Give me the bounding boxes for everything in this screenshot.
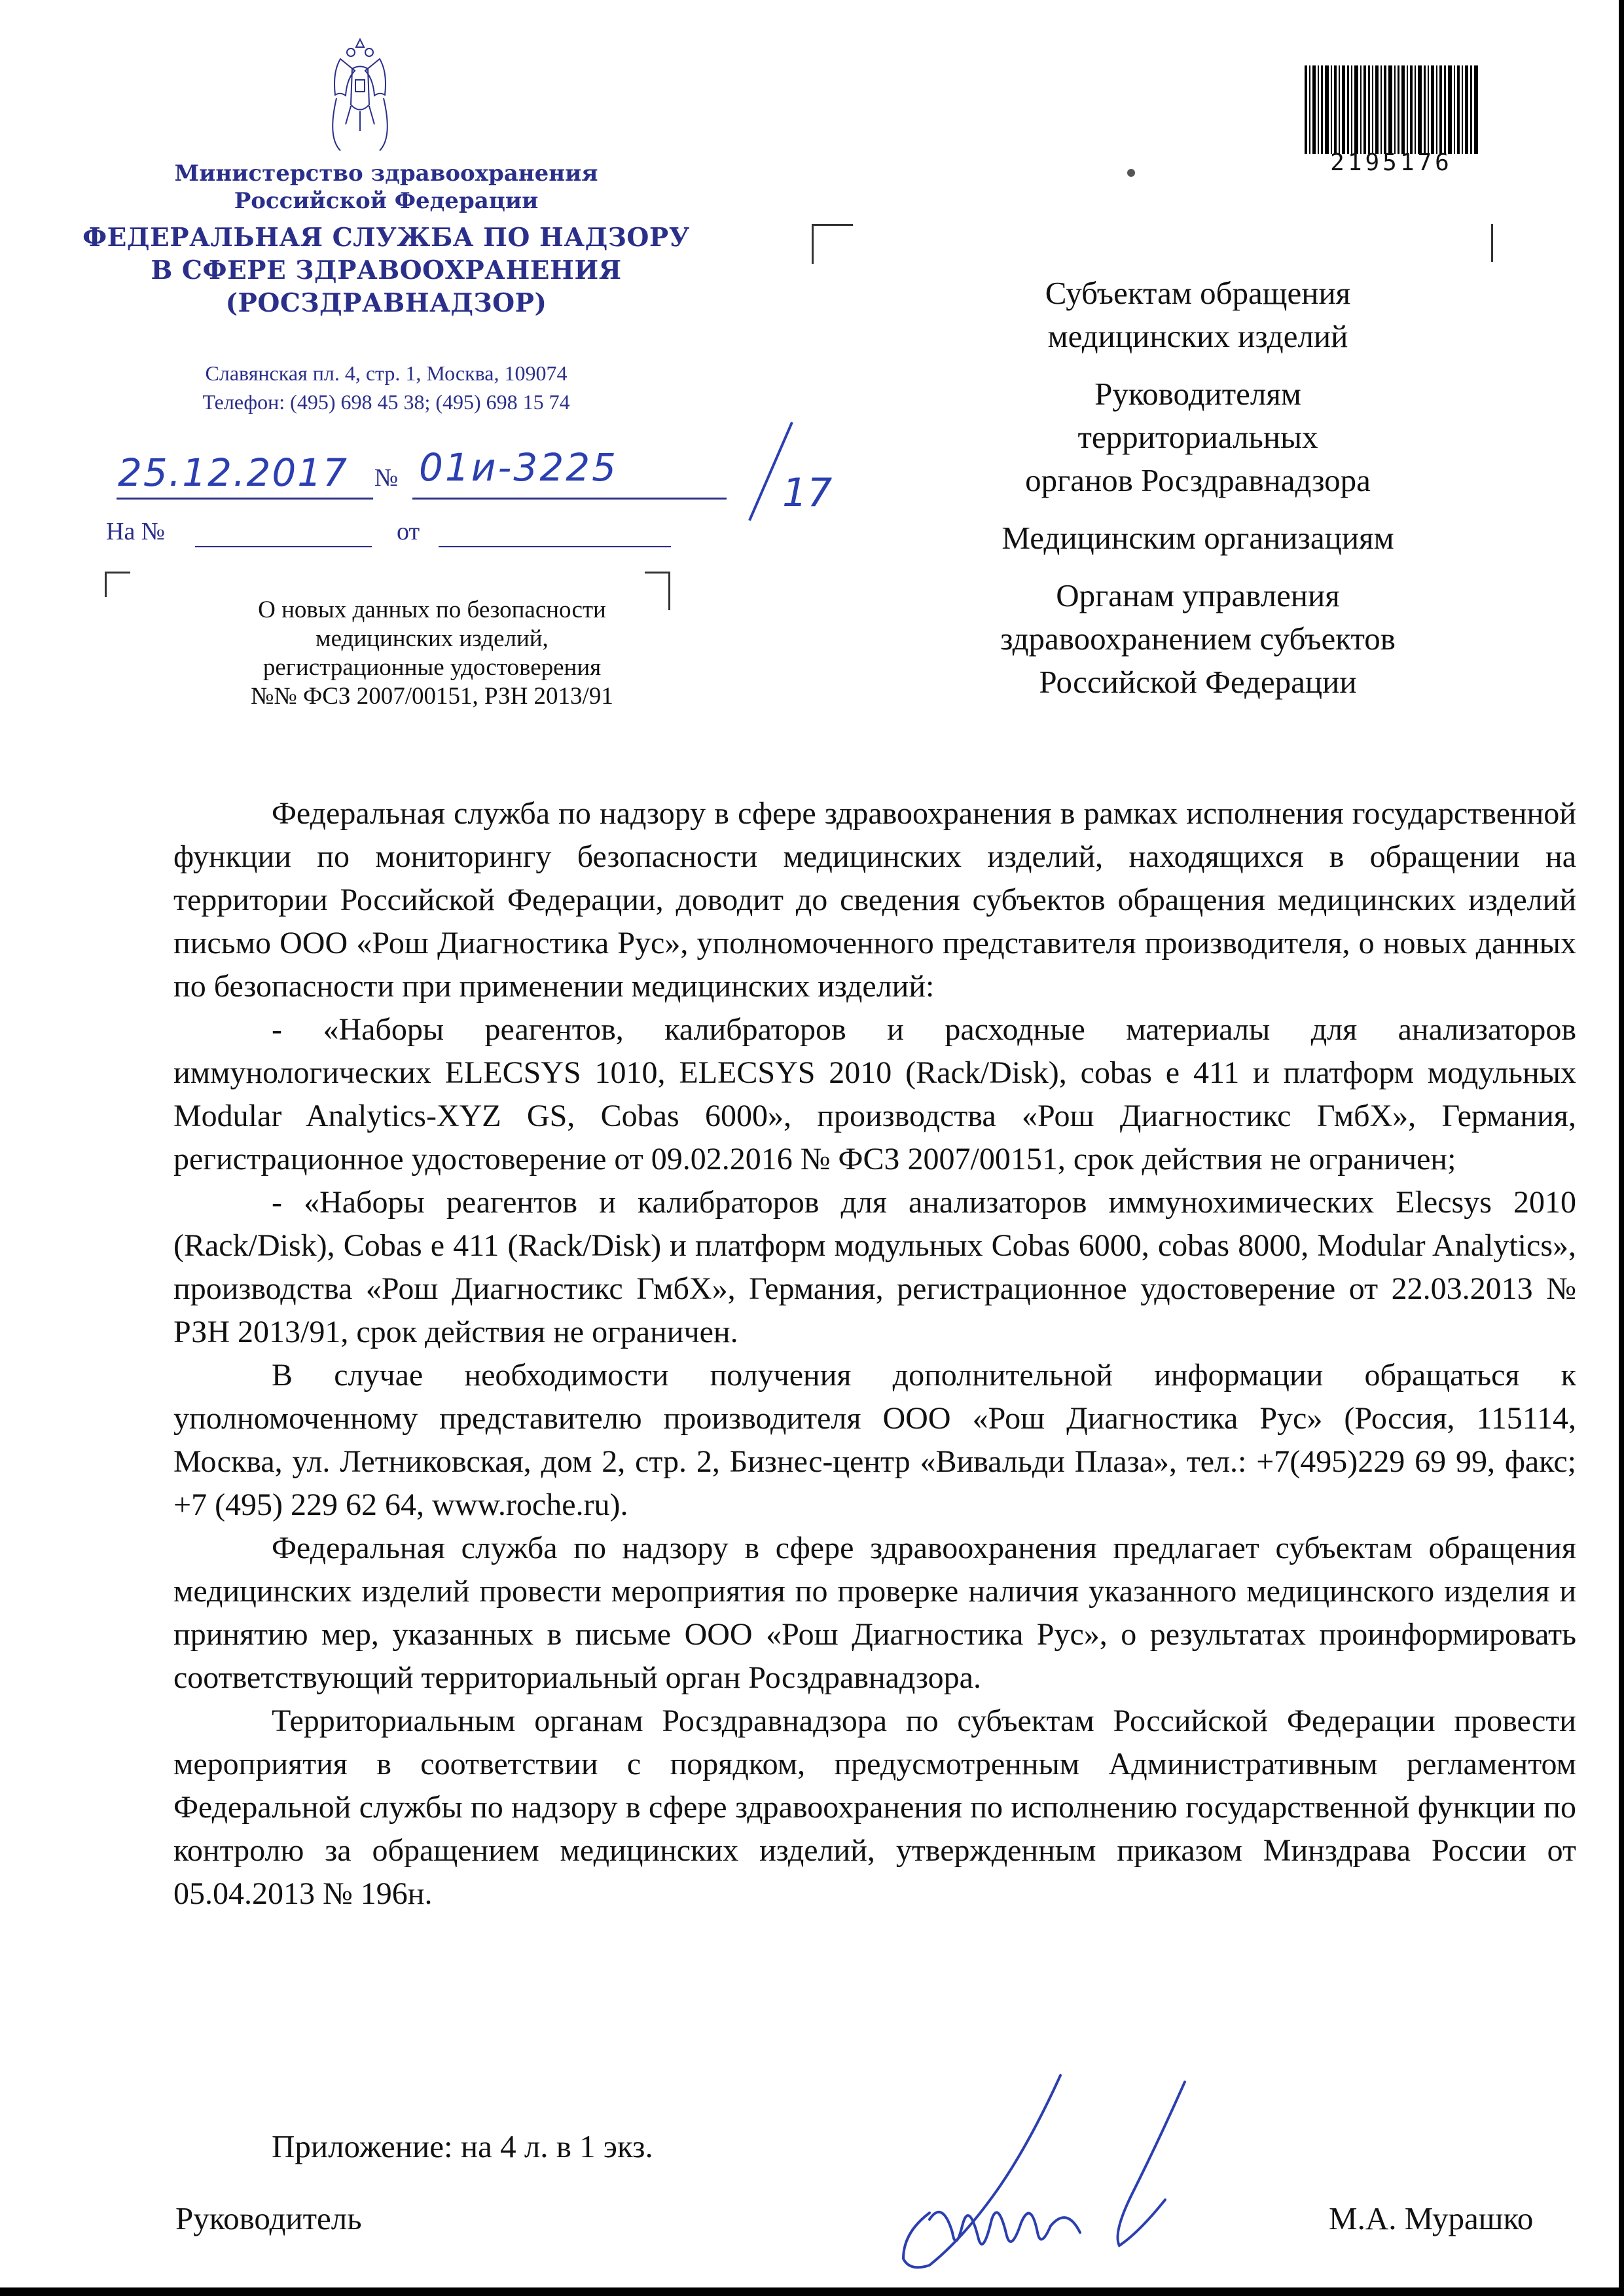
recipient-group-1	[903, 272, 1492, 358]
recipients-block	[903, 272, 1492, 718]
subject-line-2: медицинских изделий,	[316, 625, 549, 652]
signatory-name: М.А. Мурашко	[1329, 2200, 1534, 2236]
recipient-line: органов Росздравнадзора	[1025, 462, 1371, 498]
signatory-role: Руководитель	[175, 2200, 362, 2236]
recipient-line: Субъектам обращения	[1045, 275, 1351, 311]
letter-subject	[151, 596, 713, 711]
recipient-group-3	[903, 517, 1492, 560]
body-list-item-2: - «Наборы реагентов и калибраторов для анализаторов иммунохимических Elecsys 2010 (Rack/Disk), Cobas e 411 (Rack/Disk) и платформ модульных Cobas 6000, cobas 8000, Modular Analytics», производства «Рош Диагностикс ГмбХ», Германия, регистрационное удостоверение от 22.03.2013 № РЗН 2013/91, срок действия не ограничен.	[173, 1185, 1576, 1349]
recipient-line: Органам управления	[1056, 577, 1340, 613]
outgoing-number: 01и-3225	[419, 445, 619, 490]
reply-to-label: На №	[106, 518, 166, 545]
appendix-note: Приложение: на 4 л. в 1 экз.	[272, 2128, 653, 2164]
barcode-image	[1305, 65, 1478, 154]
scan-edge-bottom	[0, 2287, 1624, 2296]
recipient-line: территориальных	[1077, 419, 1318, 455]
outgoing-date: 25.12.2017	[118, 450, 349, 495]
address-bracket-right	[1466, 224, 1493, 262]
recipient-line: Российской Федерации	[1039, 664, 1357, 700]
handwritten-signature	[831, 2069, 1250, 2278]
subject-line-4: №№ ФСЗ 2007/00151, РЗН 2013/91	[251, 683, 613, 710]
reply-number-blank	[195, 546, 372, 547]
body-paragraph-intro: Федеральная служба по надзору в сфере здравоохранения в рамках исполнения государственной функции по мониторингу безопасности медицинских изделий, находящихся в обращении на территории Российской Федерации, доводит до сведения субъектов обращения медицинских изделий письмо ООО «Рош Диагностика Рус», уполномоченного представителя производителя, о новых данных по безопасности при применении медицинских изделий:	[173, 796, 1576, 1004]
scan-edge-right	[1619, 0, 1624, 2296]
address-line-2: Телефон: (495) 698 45 38; (495) 698 15 74	[202, 390, 570, 414]
body-paragraph-proposal: Федеральная служба по надзору в сфере здравоохранения предлагает субъектам обращения медицинских изделий провести мероприятия по проверке наличия указанного медицинского изделия и принятию мер, указанных в письме ООО «Рош Диагностика Рус», о результатах проинформировать соответствующий территориальный орган Росздравнадзора.	[173, 1531, 1576, 1695]
body-paragraph-contact: В случае необходимости получения дополнительной информации обращаться к уполномоченному представителю производителя ООО «Рош Диагностика Рус» (Россия, 115114, Москва, ул. Летниковская, дом 2, стр. 2, Бизнес-центр «Вивальди Плаза», тел.: +7(495)229 69 99, факс; +7 (495) 229 62 64, www.roche.ru).	[173, 1358, 1576, 1522]
reply-date-label: от	[397, 518, 420, 545]
date-underline	[117, 498, 373, 500]
letter-body	[173, 792, 1576, 1916]
recipient-line: здравоохранением субъектов	[1000, 621, 1396, 657]
ministry-line-1: Министерство здравоохранения	[174, 160, 598, 187]
service-line-2: В СФЕРЕ ЗДРАВООХРАНЕНИЯ	[151, 255, 622, 285]
barcode-number: 2195176	[1330, 149, 1453, 176]
subject-bracket-left	[105, 572, 130, 597]
service-name	[65, 221, 707, 319]
ministry-name	[105, 160, 668, 215]
coat-of-arms-emblem	[327, 33, 393, 154]
subject-line-3: регистрационные удостоверения	[262, 654, 602, 681]
reply-date-blank	[439, 546, 671, 547]
recipient-line: Медицинским организациям	[1001, 520, 1394, 556]
outgoing-number-suffix: 17	[782, 470, 833, 516]
recipient-group-2	[903, 373, 1492, 502]
recipient-line: Руководителям	[1094, 376, 1301, 412]
body-paragraph-territorial: Территориальным органам Росздравнадзора по субъектам Российской Федерации провести мероприятия в соответствии с порядком, предусмотренным Административным регламентом Федеральной службы по надзору в сфере здравоохранения по исполнению государственной функции по контролю за обращением медицинских изделий, утвержденным приказом Минздрава России от 05.04.2013 № 196н.	[173, 1704, 1576, 1911]
address-line-1: Славянская пл. 4, стр. 1, Москва, 109074	[205, 361, 568, 385]
address-bracket-left	[812, 224, 853, 264]
service-line-3: (РОСЗДРАВНАДЗОР)	[225, 288, 547, 318]
service-address	[105, 359, 668, 416]
subject-line-1: О новых данных по безопасности	[258, 596, 606, 623]
scan-dot	[1127, 169, 1135, 177]
service-line-1: ФЕДЕРАЛЬНАЯ СЛУЖБА ПО НАДЗОРУ	[82, 223, 690, 253]
recipient-line: медицинских изделий	[1047, 318, 1348, 354]
number-underline	[412, 498, 727, 500]
body-list-item-1: - «Наборы реагентов, калибраторов и расходные материалы для анализаторов иммунологических ELECSYS 1010, ELECSYS 2010 (Rack/Disk), cobas e 411 и платформ модульных Modular Analytics-XYZ GS, Cobas 6000», производства «Рош Диагностикс ГмбХ», Германия, регистрационное удостоверение от 09.02.2016 № ФСЗ 2007/00151, срок действия не ограничен;	[173, 1012, 1576, 1176]
recipient-group-4	[903, 574, 1492, 704]
number-sign: №	[374, 464, 399, 492]
ministry-line-2: Российской Федерации	[234, 188, 539, 214]
